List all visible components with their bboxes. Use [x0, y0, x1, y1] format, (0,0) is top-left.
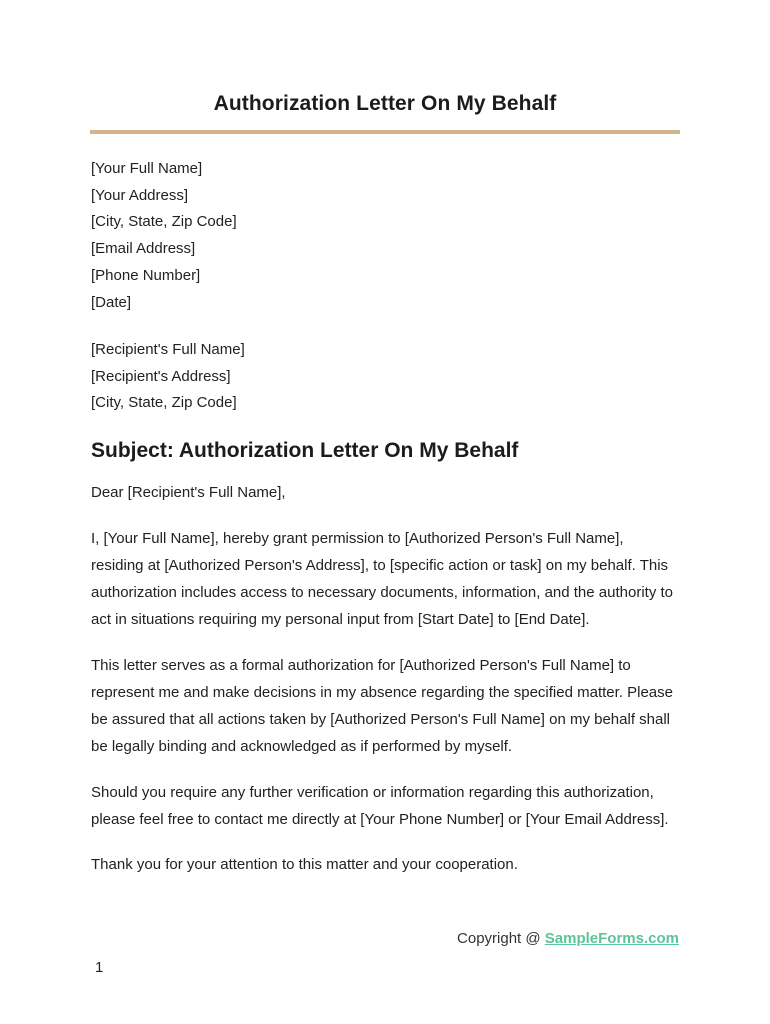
sender-email: [Email Address] — [91, 240, 196, 258]
paragraph-line: I, [Your Full Name], hereby grant permission to [Authorized Person's Full Name], — [91, 530, 624, 547]
recipient-address: [Recipient's Address] — [91, 367, 231, 385]
title-divider — [90, 130, 680, 134]
sender-city: [City, State, Zip Code] — [91, 213, 237, 231]
copyright-prefix: Copyright @ — [457, 930, 545, 947]
paragraph-line: be assured that all actions taken by [Authorized Person's Full Name] on my behalf shall — [91, 711, 671, 728]
recipient-block — [91, 337, 245, 417]
sender-address: [Your Address] — [91, 186, 189, 204]
paragraph-line: represent me and make decisions in my absence regarding the specified matter. Please — [91, 684, 673, 701]
subject-line: Subject: Authorization Letter On My Behalf — [91, 439, 519, 462]
document-title: Authorization Letter On My Behalf — [213, 92, 557, 115]
paragraph-line: be legally binding and acknowledged as if performed by myself. — [91, 738, 513, 755]
recipient-name: [Recipient's Full Name] — [91, 341, 245, 358]
paragraph-line: Should you require any further verification or information regarding this authorization, — [91, 784, 654, 801]
sender-block — [91, 156, 237, 316]
paragraph-verification — [91, 779, 691, 833]
sender-phone: [Phone Number] — [91, 266, 201, 284]
paragraph-line: act in situations requiring my personal input from [Start Date] to [End Date]. — [91, 611, 590, 628]
paragraph-thanks: Thank you for your attention to this matter and your cooperation. — [91, 856, 518, 873]
sender-date: [Date] — [91, 293, 132, 311]
page-number: 1 — [95, 959, 104, 976]
paragraph-line: This letter serves as a formal authorization for [Authorized Person's Full Name] to — [91, 657, 631, 674]
recipient-city: [City, State, Zip Code] — [91, 394, 237, 412]
sender-name: [Your Full Name] — [91, 160, 203, 177]
paragraph-formal-authorization — [91, 652, 691, 760]
paragraph-line: please feel free to contact me directly at [Your Phone Number] or [Your Email Address]. — [91, 811, 669, 828]
paragraph-line: authorization includes access to necessary documents, information, and the authority to — [91, 584, 673, 601]
paragraph-line: residing at [Authorized Person's Address], to [specific action or task] on my behalf. This — [91, 557, 669, 574]
copyright-notice — [457, 930, 679, 947]
salutation: Dear [Recipient's Full Name], — [91, 484, 286, 501]
paragraph-permission — [91, 525, 691, 633]
brand-link[interactable]: SampleForms.com — [544, 930, 679, 947]
